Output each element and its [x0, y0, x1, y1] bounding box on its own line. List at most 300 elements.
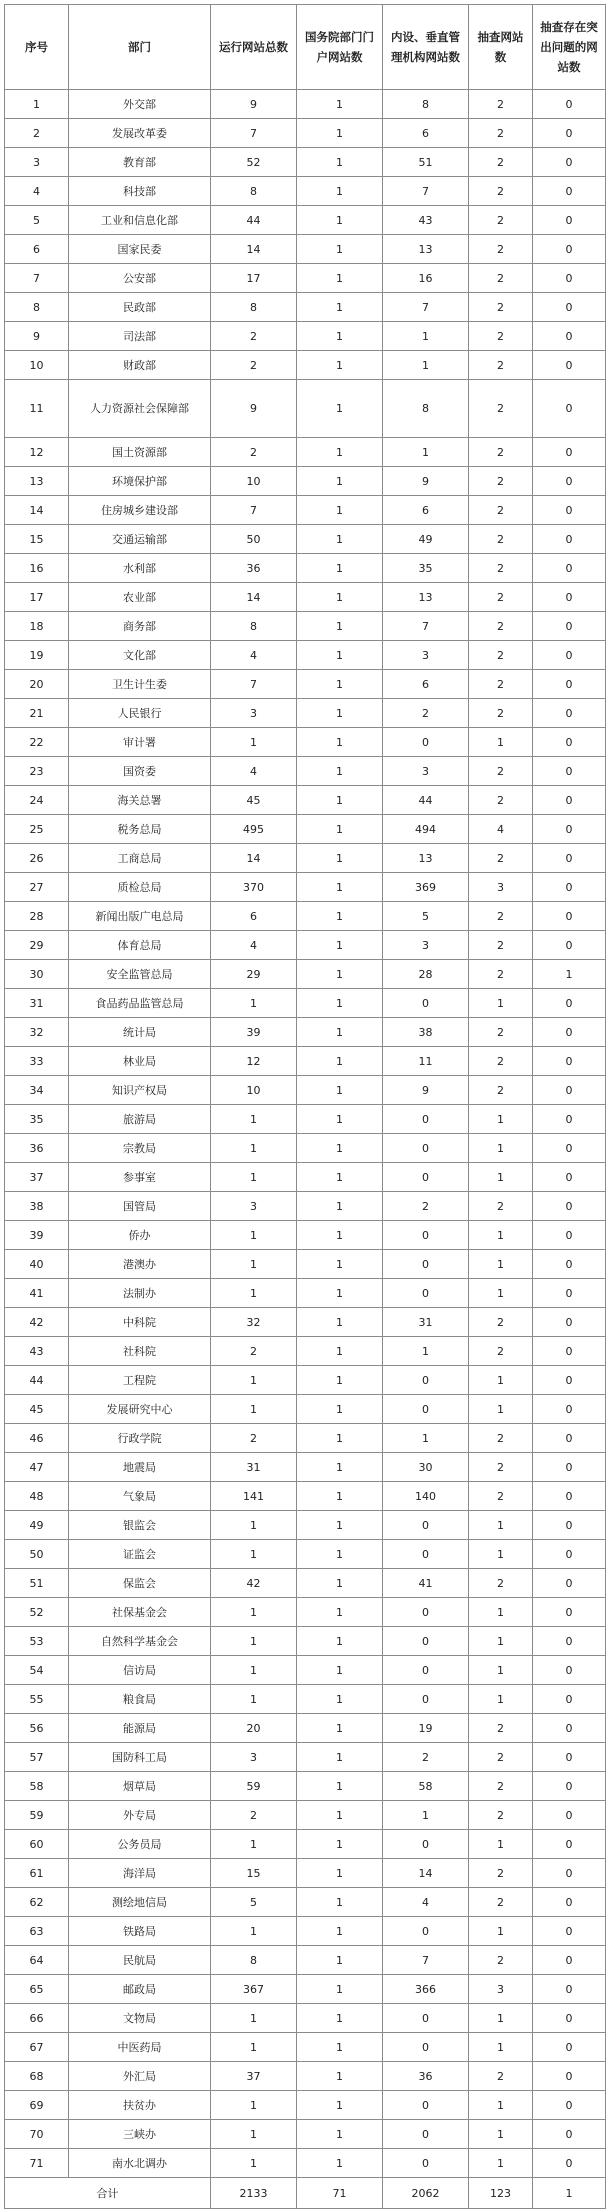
table-row: [5, 1163, 606, 1192]
portal-sites-cell: 1: [297, 1540, 383, 1569]
table-header-row: [5, 5, 606, 90]
total-sites-cell: 17: [211, 264, 297, 293]
internal-sites-cell: 0: [383, 1105, 469, 1134]
row-index-cell: 61: [5, 1859, 69, 1888]
table-row: [5, 1801, 606, 1830]
sampled-sites-cell: 1: [469, 728, 533, 757]
row-index-cell: 43: [5, 1337, 69, 1366]
department-cell: 财政部: [69, 351, 211, 380]
table-row: [5, 2033, 606, 2062]
row-index-cell: 13: [5, 467, 69, 496]
internal-sites-cell: 3: [383, 757, 469, 786]
row-index-cell: 15: [5, 525, 69, 554]
sampled-sites-cell: 2: [469, 1308, 533, 1337]
internal-sites-cell: 1: [383, 438, 469, 467]
problem-sites-cell: 0: [533, 1134, 606, 1163]
total-sites-cell: 39: [211, 1018, 297, 1047]
row-index-cell: 57: [5, 1743, 69, 1772]
portal-sites-cell: 1: [297, 2149, 383, 2178]
portal-sites-cell: 1: [297, 1743, 383, 1772]
department-cell: 港澳办: [69, 1250, 211, 1279]
department-cell: 交通运输部: [69, 525, 211, 554]
department-cell: 铁路局: [69, 1917, 211, 1946]
internal-sites-cell: 13: [383, 583, 469, 612]
portal-sites-cell: 1: [297, 438, 383, 467]
total-sites-cell: 20: [211, 1714, 297, 1743]
table-row: [5, 960, 606, 989]
portal-sites-cell: 1: [297, 235, 383, 264]
table-body: [5, 90, 606, 2178]
problem-sites-cell: 0: [533, 873, 606, 902]
internal-sites-cell: 19: [383, 1714, 469, 1743]
table-row: [5, 728, 606, 757]
header-index: 序号: [5, 5, 69, 90]
problem-sites-cell: 0: [533, 2120, 606, 2149]
total-sites-cell: 1: [211, 1395, 297, 1424]
row-index-cell: 34: [5, 1076, 69, 1105]
department-cell: 地震局: [69, 1453, 211, 1482]
problem-sites-cell: 0: [533, 1656, 606, 1685]
table-row: [5, 496, 606, 525]
sampled-sites-cell: 2: [469, 1482, 533, 1511]
sampled-sites-cell: 2: [469, 1569, 533, 1598]
internal-sites-cell: 8: [383, 380, 469, 438]
department-cell: 自然科学基金会: [69, 1627, 211, 1656]
internal-sites-cell: 366: [383, 1975, 469, 2004]
total-sites-cell: 1: [211, 1627, 297, 1656]
problem-sites-cell: 0: [533, 1308, 606, 1337]
header-internal-sites: 内设、垂直管理机构网站数: [383, 5, 469, 90]
internal-sites-cell: 7: [383, 293, 469, 322]
department-cell: 水利部: [69, 554, 211, 583]
table-row: [5, 1917, 606, 1946]
internal-sites-cell: 7: [383, 177, 469, 206]
row-index-cell: 12: [5, 438, 69, 467]
sampled-sites-cell: 3: [469, 1975, 533, 2004]
department-cell: 教育部: [69, 148, 211, 177]
internal-sites-cell: 0: [383, 728, 469, 757]
department-cell: 南水北调办: [69, 2149, 211, 2178]
internal-sites-cell: 6: [383, 119, 469, 148]
table-row: [5, 2062, 606, 2091]
row-index-cell: 42: [5, 1308, 69, 1337]
total-sites-cell: 2: [211, 351, 297, 380]
row-index-cell: 37: [5, 1163, 69, 1192]
portal-sites-cell: 1: [297, 1192, 383, 1221]
internal-sites-cell: 0: [383, 2091, 469, 2120]
total-sites-cell: 59: [211, 1772, 297, 1801]
portal-sites-cell: 1: [297, 90, 383, 119]
department-cell: 农业部: [69, 583, 211, 612]
total-sites-cell: 141: [211, 1482, 297, 1511]
row-index-cell: 59: [5, 1801, 69, 1830]
sampled-sites-cell: 2: [469, 235, 533, 264]
problem-sites-cell: 0: [533, 206, 606, 235]
portal-sites-cell: 1: [297, 1076, 383, 1105]
department-cell: 食品药品监管总局: [69, 989, 211, 1018]
problem-sites-cell: 0: [533, 2033, 606, 2062]
problem-sites-cell: 0: [533, 380, 606, 438]
problem-sites-cell: 0: [533, 1105, 606, 1134]
internal-sites-cell: 30: [383, 1453, 469, 1482]
row-index-cell: 53: [5, 1627, 69, 1656]
problem-sites-cell: 0: [533, 235, 606, 264]
total-sites-cell: 37: [211, 2062, 297, 2091]
total-sites-cell: 4: [211, 931, 297, 960]
department-cell: 国管局: [69, 1192, 211, 1221]
row-index-cell: 40: [5, 1250, 69, 1279]
total-sites-cell: 4: [211, 641, 297, 670]
sampled-sites-cell: 1: [469, 1395, 533, 1424]
problem-sites-cell: 0: [533, 1975, 606, 2004]
portal-sites-cell: 1: [297, 351, 383, 380]
table-row: [5, 1569, 606, 1598]
total-sites-cell: 15: [211, 1859, 297, 1888]
portal-sites-cell: 1: [297, 1105, 383, 1134]
total-sites-cell: 1: [211, 2004, 297, 2033]
sampled-sites-cell: 2: [469, 351, 533, 380]
department-cell: 发展改革委: [69, 119, 211, 148]
problem-sites-cell: 0: [533, 2004, 606, 2033]
internal-sites-cell: 43: [383, 206, 469, 235]
table-row: [5, 1424, 606, 1453]
problem-sites-cell: 0: [533, 1395, 606, 1424]
sampled-sites-cell: 1: [469, 1279, 533, 1308]
problem-sites-cell: 0: [533, 1076, 606, 1105]
sampled-sites-cell: 2: [469, 1888, 533, 1917]
problem-sites-cell: 0: [533, 1598, 606, 1627]
sampled-sites-cell: 2: [469, 1946, 533, 1975]
sampled-sites-cell: 2: [469, 2062, 533, 2091]
department-cell: 工程院: [69, 1366, 211, 1395]
total-sites-cell: 3: [211, 1743, 297, 1772]
portal-sites-cell: 1: [297, 1975, 383, 2004]
sampled-sites-cell: 2: [469, 583, 533, 612]
internal-sites-cell: 14: [383, 1859, 469, 1888]
department-cell: 中医药局: [69, 2033, 211, 2062]
portal-sites-cell: 1: [297, 989, 383, 1018]
table-row: [5, 786, 606, 815]
portal-sites-cell: 1: [297, 1250, 383, 1279]
row-index-cell: 9: [5, 322, 69, 351]
row-index-cell: 47: [5, 1453, 69, 1482]
internal-sites-cell: 1: [383, 1424, 469, 1453]
row-index-cell: 3: [5, 148, 69, 177]
row-index-cell: 71: [5, 2149, 69, 2178]
problem-sites-cell: 0: [533, 90, 606, 119]
department-cell: 海洋局: [69, 1859, 211, 1888]
row-index-cell: 11: [5, 380, 69, 438]
internal-sites-cell: 16: [383, 264, 469, 293]
total-sites-cell: 36: [211, 554, 297, 583]
internal-sites-cell: 0: [383, 1279, 469, 1308]
portal-sites-cell: 1: [297, 1685, 383, 1714]
portal-sites-cell: 1: [297, 1482, 383, 1511]
department-cell: 人力资源社会保障部: [69, 380, 211, 438]
table-row: [5, 989, 606, 1018]
sampled-sites-cell: 2: [469, 148, 533, 177]
problem-sites-cell: 0: [533, 1569, 606, 1598]
portal-sites-cell: 1: [297, 1627, 383, 1656]
header-sampled-sites: 抽查网站数: [469, 5, 533, 90]
table-row: [5, 1453, 606, 1482]
total-sites-cell: 8: [211, 1946, 297, 1975]
total-sites-cell: 10: [211, 1076, 297, 1105]
department-cell: 国防科工局: [69, 1743, 211, 1772]
problem-sites-cell: 0: [533, 525, 606, 554]
department-cell: 新闻出版广电总局: [69, 902, 211, 931]
table-row: [5, 1105, 606, 1134]
internal-sites-cell: 49: [383, 525, 469, 554]
row-index-cell: 27: [5, 873, 69, 902]
department-cell: 外汇局: [69, 2062, 211, 2091]
problem-sites-cell: 0: [533, 931, 606, 960]
department-cell: 司法部: [69, 322, 211, 351]
department-cell: 工商总局: [69, 844, 211, 873]
total-sites-cell: 1: [211, 728, 297, 757]
total-sites-cell: 1: [211, 1830, 297, 1859]
sampled-sites-cell: 1: [469, 1163, 533, 1192]
portal-sites-cell: 1: [297, 1047, 383, 1076]
row-index-cell: 62: [5, 1888, 69, 1917]
department-cell: 气象局: [69, 1482, 211, 1511]
row-index-cell: 7: [5, 264, 69, 293]
table-row: [5, 2091, 606, 2120]
portal-sites-cell: 1: [297, 1859, 383, 1888]
sampled-sites-cell: 2: [469, 1743, 533, 1772]
row-index-cell: 4: [5, 177, 69, 206]
sampled-sites-cell: 2: [469, 1076, 533, 1105]
department-cell: 商务部: [69, 612, 211, 641]
sampled-sites-cell: 1: [469, 2120, 533, 2149]
total-sites-cell: 2: [211, 1337, 297, 1366]
portal-sites-cell: 1: [297, 1279, 383, 1308]
problem-sites-cell: 0: [533, 1888, 606, 1917]
internal-sites-cell: 6: [383, 496, 469, 525]
row-index-cell: 31: [5, 989, 69, 1018]
problem-sites-cell: 0: [533, 119, 606, 148]
table-row: [5, 206, 606, 235]
internal-sites-cell: 0: [383, 1395, 469, 1424]
row-index-cell: 14: [5, 496, 69, 525]
row-index-cell: 8: [5, 293, 69, 322]
department-cell: 旅游局: [69, 1105, 211, 1134]
table-row: [5, 380, 606, 438]
total-sites-cell: 29: [211, 960, 297, 989]
sampled-sites-cell: 1: [469, 2091, 533, 2120]
portal-sites-cell: 1: [297, 815, 383, 844]
row-index-cell: 6: [5, 235, 69, 264]
row-index-cell: 48: [5, 1482, 69, 1511]
problem-sites-cell: 0: [533, 641, 606, 670]
total-sites-cell: 42: [211, 1569, 297, 1598]
portal-sites-cell: 1: [297, 873, 383, 902]
row-index-cell: 68: [5, 2062, 69, 2091]
department-cell: 宗教局: [69, 1134, 211, 1163]
sampled-sites-cell: 1: [469, 2004, 533, 2033]
total-sites-cell: 1: [211, 1598, 297, 1627]
internal-sites-cell: 0: [383, 1685, 469, 1714]
sampled-sites-cell: 2: [469, 670, 533, 699]
internal-sites-cell: 0: [383, 1917, 469, 1946]
total-sites-cell: 3: [211, 699, 297, 728]
row-index-cell: 29: [5, 931, 69, 960]
sampled-sites-cell: 1: [469, 1917, 533, 1946]
portal-sites-cell: 1: [297, 554, 383, 583]
sampled-sites-cell: 2: [469, 438, 533, 467]
row-index-cell: 54: [5, 1656, 69, 1685]
portal-sites-cell: 1: [297, 496, 383, 525]
sampled-sites-cell: 1: [469, 1511, 533, 1540]
portal-sites-cell: 1: [297, 757, 383, 786]
problem-sites-cell: 0: [533, 1801, 606, 1830]
department-cell: 社科院: [69, 1337, 211, 1366]
total-sites-cell: 32: [211, 1308, 297, 1337]
problem-sites-cell: 0: [533, 1859, 606, 1888]
header-department: 部门: [69, 5, 211, 90]
portal-sites-cell: 1: [297, 1163, 383, 1192]
department-cell: 烟草局: [69, 1772, 211, 1801]
internal-sites-cell: 9: [383, 1076, 469, 1105]
sampled-sites-cell: 1: [469, 1250, 533, 1279]
department-cell: 社保基金会: [69, 1598, 211, 1627]
row-index-cell: 32: [5, 1018, 69, 1047]
total-sites-cell: 1: [211, 989, 297, 1018]
row-index-cell: 38: [5, 1192, 69, 1221]
department-cell: 统计局: [69, 1018, 211, 1047]
portal-sites-cell: 1: [297, 1424, 383, 1453]
internal-sites-cell: 0: [383, 2004, 469, 2033]
problem-sites-cell: 0: [533, 1627, 606, 1656]
table-row: [5, 873, 606, 902]
table-row: [5, 1714, 606, 1743]
sampled-sites-cell: 2: [469, 902, 533, 931]
table-row: [5, 322, 606, 351]
internal-sites-cell: 140: [383, 1482, 469, 1511]
row-index-cell: 46: [5, 1424, 69, 1453]
sampled-sites-cell: 2: [469, 90, 533, 119]
problem-sites-cell: 0: [533, 2091, 606, 2120]
internal-sites-cell: 2: [383, 1743, 469, 1772]
table-row: [5, 1888, 606, 1917]
row-index-cell: 17: [5, 583, 69, 612]
table-row: [5, 264, 606, 293]
total-sites-cell: 2: [211, 322, 297, 351]
sampled-sites-cell: 2: [469, 380, 533, 438]
internal-sites-cell: 0: [383, 1598, 469, 1627]
internal-sites-cell: 3: [383, 641, 469, 670]
row-index-cell: 5: [5, 206, 69, 235]
department-cell: 测绘地信局: [69, 1888, 211, 1917]
total-sites-cell: 4: [211, 757, 297, 786]
sampled-sites-cell: 2: [469, 293, 533, 322]
internal-sites-cell: 0: [383, 1511, 469, 1540]
row-index-cell: 24: [5, 786, 69, 815]
department-cell: 保监会: [69, 1569, 211, 1598]
sampled-sites-cell: 4: [469, 815, 533, 844]
internal-sites-cell: 0: [383, 1830, 469, 1859]
internal-sites-cell: 11: [383, 1047, 469, 1076]
portal-sites-cell: 1: [297, 641, 383, 670]
row-index-cell: 67: [5, 2033, 69, 2062]
row-index-cell: 18: [5, 612, 69, 641]
row-index-cell: 66: [5, 2004, 69, 2033]
internal-sites-cell: 1: [383, 351, 469, 380]
total-sites-cell: 1: [211, 2033, 297, 2062]
total-sites-cell: 1: [211, 1511, 297, 1540]
portal-sites-cell: 1: [297, 960, 383, 989]
row-index-cell: 16: [5, 554, 69, 583]
problem-sites-cell: 0: [533, 728, 606, 757]
problem-sites-cell: 0: [533, 1946, 606, 1975]
row-index-cell: 64: [5, 1946, 69, 1975]
total-sites-cell: 7: [211, 496, 297, 525]
table-row: [5, 1540, 606, 1569]
sampled-sites-cell: 1: [469, 1221, 533, 1250]
problem-sites-cell: 0: [533, 1714, 606, 1743]
internal-sites-cell: 5: [383, 902, 469, 931]
department-cell: 公安部: [69, 264, 211, 293]
internal-sites-cell: 0: [383, 989, 469, 1018]
total-sites-cell: 31: [211, 1453, 297, 1482]
internal-sites-cell: 8: [383, 90, 469, 119]
total-sites-cell: 50: [211, 525, 297, 554]
internal-sites-cell: 35: [383, 554, 469, 583]
sampled-sites-cell: 2: [469, 1453, 533, 1482]
total-row: [5, 2178, 606, 2209]
portal-sites-cell: 1: [297, 1598, 383, 1627]
internal-sites-cell: 7: [383, 612, 469, 641]
internal-sites-cell: 51: [383, 148, 469, 177]
problem-sites-cell: 0: [533, 1772, 606, 1801]
table-row: [5, 2120, 606, 2149]
table-row: [5, 148, 606, 177]
row-index-cell: 33: [5, 1047, 69, 1076]
problem-sites-cell: 0: [533, 148, 606, 177]
department-cell: 海关总署: [69, 786, 211, 815]
portal-sites-cell: 1: [297, 1018, 383, 1047]
total-problem-cell: 1: [533, 2178, 606, 2209]
internal-sites-cell: 0: [383, 1366, 469, 1395]
portal-sites-cell: 1: [297, 2062, 383, 2091]
problem-sites-cell: 0: [533, 612, 606, 641]
sampled-sites-cell: 1: [469, 2033, 533, 2062]
department-cell: 审计署: [69, 728, 211, 757]
department-cell: 邮政局: [69, 1975, 211, 2004]
total-sites-cell: 1: [211, 1656, 297, 1685]
portal-sites-cell: 1: [297, 467, 383, 496]
row-index-cell: 44: [5, 1366, 69, 1395]
portal-sites-cell: 1: [297, 931, 383, 960]
department-cell: 行政学院: [69, 1424, 211, 1453]
portal-sites-cell: 1: [297, 1888, 383, 1917]
problem-sites-cell: 0: [533, 1163, 606, 1192]
department-cell: 文化部: [69, 641, 211, 670]
internal-sites-cell: 28: [383, 960, 469, 989]
total-sites-cell: 44: [211, 206, 297, 235]
table-row: [5, 1308, 606, 1337]
header-total-sites: 运行网站总数: [211, 5, 297, 90]
table-row: [5, 1946, 606, 1975]
department-cell: 科技部: [69, 177, 211, 206]
portal-sites-cell: 1: [297, 119, 383, 148]
table-row: [5, 1366, 606, 1395]
table-row: [5, 583, 606, 612]
table-row: [5, 1743, 606, 1772]
portal-sites-cell: 1: [297, 293, 383, 322]
total-sites-cell: 14: [211, 583, 297, 612]
problem-sites-cell: 0: [533, 2149, 606, 2178]
